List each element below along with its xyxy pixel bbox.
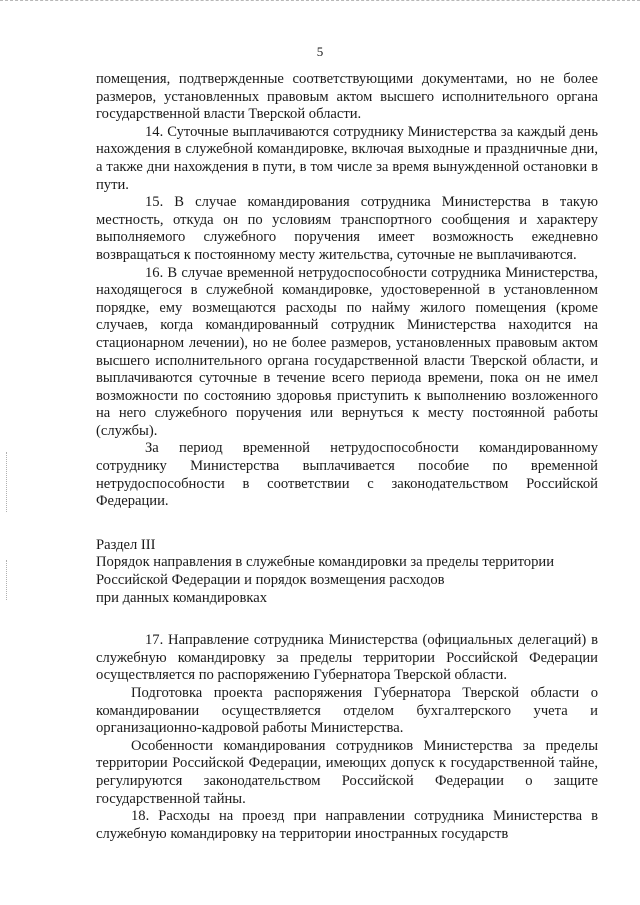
spacer [96, 511, 598, 537]
paragraph-15: 15. В случае командирования сотрудника Министерства в такую местность, откуда он по условиям транспортного сообщения и характеру выполняемого служебного поручения имеет возможность ежедневно возвращаться к постоянному месту жительства, суточные не выплачиваются. [96, 194, 598, 263]
paragraph-continuation: помещения, подтвержденные соответствующими документами, но не более размеров, установленных правовым актом высшего исполнительного органа государственной власти Тверской области. [96, 71, 598, 123]
document-body [96, 71, 598, 843]
paragraph-14: 14. Суточные выплачиваются сотруднику Министерства за каждый день нахождения в служебной командировке, включая выходные и праздничные дни, а также дни нахождения в пути, в том числе за время вынужденной остановки в пути. [96, 123, 598, 193]
paragraph-18: 18. Расходы на проезд при направлении сотрудника Министерства в служебную командировку на территории иностранных государств [96, 808, 598, 842]
scan-top-edge [0, 0, 640, 7]
paragraph-17-preparation: Подготовка проекта распоряжения Губернатора Тверской области о командировании осуществляется отделом бухгалтерского учета и организационно-кадровой работы Министерства. [96, 685, 598, 737]
spacer [96, 607, 598, 632]
section-title-line-3: при данных командировках [96, 589, 267, 606]
paragraph-17-secrecy: Особенности командирования сотрудников Министерства за пределы территории Российской Федерации, имеющих допуск к государственной тайне, регулируются законодательством Российской Федерации о защите государственной тайны. [96, 737, 598, 807]
section-number: Раздел III [96, 536, 156, 553]
scan-margin-mark [6, 452, 8, 512]
paragraph-16-sick-leave: За период временной нетрудоспособности командированному сотруднику Министерства выплачивается пособие по временной нетрудоспособности в соответствии с законодательством Российской Федерации. [96, 440, 598, 510]
section-title-line-1: Порядок направления в служебные командировки за пределы территории [96, 554, 554, 571]
paragraph-16: 16. В случае временной нетрудоспособности сотрудника Министерства, находящегося в служебной командировке, удостоверенной в установленном порядке, ему возмещаются расходы по найму жилого помещения (кроме случаев, когда командированный сотрудник Министерства находится на стационарном лечении), но не более размеров, установленных правовым актом высшего исполнительного органа государственной власти Тверской области, и выплачиваются суточные в течение всего периода времени, пока он не имел возможности по состоянию здоровья приступить к выполнению возложенного на него служебного поручения или вернуться к месту постоянной работы (службы). [96, 264, 598, 439]
section-title-line-2: Российской Федерации и порядок возмещения расходов [96, 572, 445, 589]
paragraph-17: 17. Направление сотрудника Министерства (официальных делегаций) в служебную командировку за пределы территории Российской Федерации осуществляется по распоряжению Губернатора Тверской области. [96, 632, 598, 684]
page-number: 5 [316, 44, 324, 59]
scan-margin-mark [6, 560, 8, 600]
